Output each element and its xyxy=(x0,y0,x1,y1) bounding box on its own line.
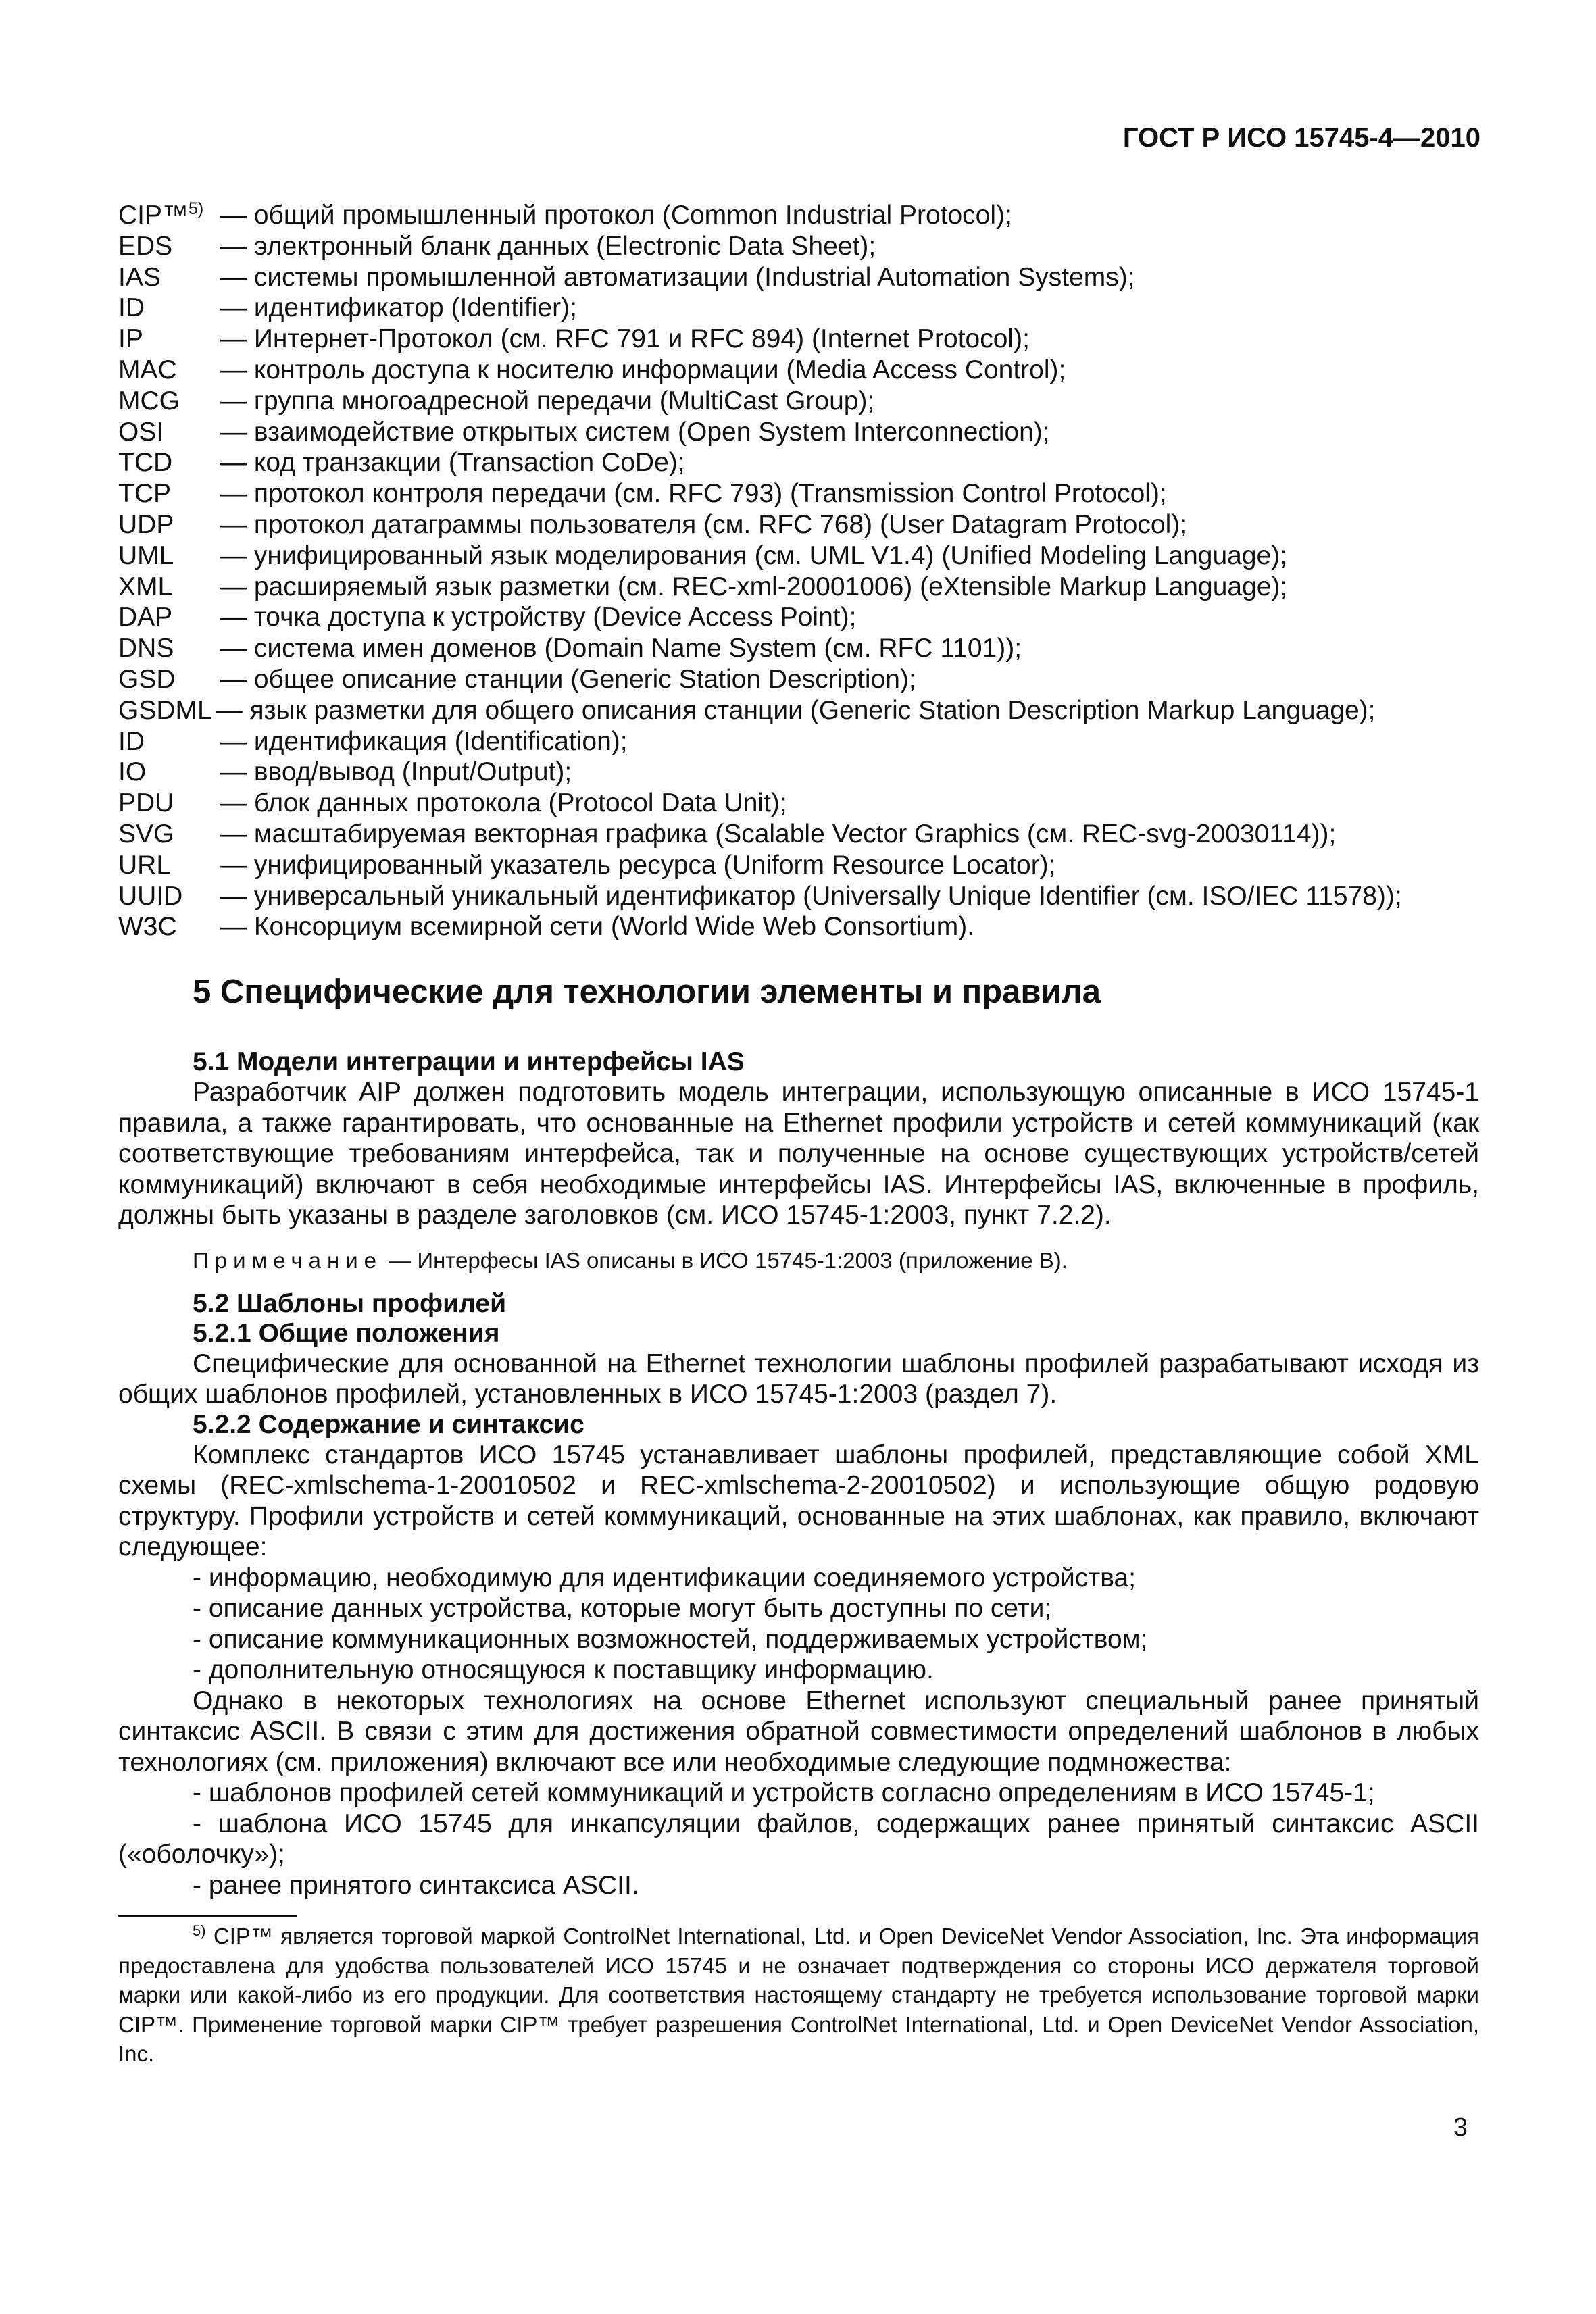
abbreviation-definition: — общий промышленный протокол (Common Industrial Protocol); xyxy=(220,201,1012,230)
section-5-2-2-heading: 5.2.2 Содержание и синтаксис xyxy=(193,1409,584,1439)
abbreviation-row xyxy=(118,386,1483,417)
footnote-divider xyxy=(118,1915,297,1917)
abbreviation-row xyxy=(118,509,1483,540)
footnote xyxy=(118,1921,1479,2069)
abbreviation-definition: — система имен доменов (Domain Name System (см. RFC 1101)); xyxy=(220,634,1022,663)
section-5-heading: 5 Специфические для технологии элементы и правила xyxy=(193,974,1101,1010)
abbreviation-term: TCP xyxy=(118,479,171,509)
footnote-ref: 5) xyxy=(189,199,204,218)
abbreviation-definition: — код транзакции (Transaction CoDe); xyxy=(220,448,685,478)
abbreviation-term: PDU xyxy=(118,788,174,818)
section-5-2-1-heading: 5.2.1 Общие положения xyxy=(193,1318,500,1348)
section-5-1-paragraph: Разработчик AIP должен подготовить модель интеграции, использующую описанные в ИСО 15745-1 правила, а также гарантировать, что основанные на Ethernet профили устройств и сетей коммуникаций (как соответствующие требованиям интерфейса, так и полученные на основе существующих устройств/сетей коммуникаций) включают в себя необходимые интерфейсы IAS. Интерфейсы IAS, включенные в профиль, должны быть указаны в разделе заголовков (см. ИСО 15745-1:2003, пункт 7.2.2). xyxy=(118,1078,1479,1230)
page-number: 3 xyxy=(1453,2113,1468,2142)
abbreviation-row xyxy=(118,262,1483,293)
abbreviation-term: TCD xyxy=(118,448,173,478)
abbreviation-row xyxy=(118,695,1483,726)
abbreviation-definition: — унифицированный указатель ресурса (Uniform Resource Locator); xyxy=(220,850,1056,880)
footnote-marker: 5) xyxy=(193,1922,206,1939)
abbreviation-term: ID xyxy=(118,293,145,323)
abbreviation-term: W3C xyxy=(118,912,177,942)
abbreviation-row xyxy=(118,355,1483,386)
abbreviation-definition: — универсальный уникальный идентификатор (Universally Unique Identifier (см. ISO/IEC 11578)); xyxy=(220,881,1402,911)
abbreviation-row xyxy=(118,602,1483,633)
abbreviation-term: UUID xyxy=(118,881,183,911)
abbreviation-definition: — расширяемый язык разметки (см. REC-xml-20001006) (eXtensible Markup Language); xyxy=(220,572,1288,601)
abbreviation-term: IP xyxy=(118,324,143,354)
list-item: - шаблона ИСО 15745 для инкапсуляции файлов, содержащих ранее принятый синтаксис ASCII («оболочку»); xyxy=(118,1809,1479,1869)
abbreviation-term: SVG xyxy=(118,819,174,849)
abbreviation-row xyxy=(118,881,1483,912)
abbreviation-row xyxy=(118,788,1483,819)
abbreviation-term: GSD xyxy=(118,664,176,694)
abbreviation-term: MCG xyxy=(118,386,180,416)
section-5-2-heading: 5.2 Шаблоны профилей xyxy=(193,1288,507,1318)
abbreviation-definition: — взаимодействие открытых систем (Open System Interconnection); xyxy=(220,417,1050,447)
abbreviation-row xyxy=(118,293,1483,324)
abbreviation-definition: — идентификатор (Identifier); xyxy=(220,293,577,323)
abbreviation-row xyxy=(118,231,1483,262)
abbreviation-definition: — масштабируемая векторная графика (Scalable Vector Graphics (см. REC-svg-20030114)); xyxy=(220,819,1337,849)
abbreviation-term: URL xyxy=(118,850,172,880)
main-content xyxy=(118,972,1479,1901)
abbreviation-row xyxy=(118,664,1483,695)
abbreviation-definition: — язык разметки для общего описания станции (Generic Station Description Markup Language); xyxy=(216,695,1376,725)
list-item: - информацию, необходимую для идентификации соединяемого устройства; xyxy=(193,1563,1137,1592)
note-text: — Интерфесы IAS описаны в ИСО 15745-1:2003 (приложение B). xyxy=(382,1247,1068,1273)
abbreviation-definition: — унифицированный язык моделирования (см. UML V1.4) (Unified Modeling Language); xyxy=(220,540,1288,570)
abbreviation-row xyxy=(118,447,1483,478)
section-5-2-1-paragraph: Специфические для основанной на Ethernet технологии шаблоны профилей разрабатывают исходя из общих шаблонов профилей, установленных в ИСО 15745-1:2003 (раздел 7). xyxy=(118,1349,1479,1409)
abbreviation-row xyxy=(118,757,1483,788)
note xyxy=(118,1246,1479,1276)
list-item: - описание коммуникационных возможностей, поддерживаемых устройством; xyxy=(193,1624,1148,1654)
abbreviation-definition: — Консорциум всемирной сети (World Wide Web Consortium). xyxy=(220,912,975,942)
note-label: Примечание xyxy=(193,1247,383,1273)
abbreviation-term: DAP xyxy=(118,603,173,632)
abbreviation-definition: — идентификация (Identification); xyxy=(220,726,628,756)
list-item: - шаблонов профилей сетей коммуникаций и устройств согласно определениям в ИСО 15745-1; xyxy=(193,1778,1375,1807)
abbreviation-definition: — точка доступа к устройству (Device Access Point); xyxy=(220,603,857,632)
abbreviation-row xyxy=(118,633,1483,664)
abbreviation-term: ID xyxy=(118,726,145,756)
section-5-2-2-paragraph-2: Однако в некоторых технологиях на основе Ethernet используют специальный ранее принятый синтаксис ASCII. В связи с этим для достижения обратной совместимости определений шаблонов в любых технологиях (см. приложения) включают все или необходимые следующие подмножества: xyxy=(118,1686,1479,1777)
abbreviation-row xyxy=(118,911,1483,942)
abbreviation-definition: — электронный бланк данных (Electronic Data Sheet); xyxy=(220,231,876,261)
abbreviation-term: MAC xyxy=(118,355,177,384)
list-item: - ранее принятого синтаксиса ASCII. xyxy=(193,1870,639,1900)
abbreviation-term: XML xyxy=(118,572,173,601)
abbreviation-term: OSI xyxy=(118,417,164,447)
abbreviation-row xyxy=(118,572,1483,603)
standard-id-header: ГОСТ Р ИСО 15745-4—2010 xyxy=(1122,123,1480,153)
abbreviation-definition: — группа многоадресной передачи (MultiCast Group); xyxy=(220,386,875,416)
abbreviation-term: IAS xyxy=(118,262,161,292)
abbreviation-term: UML xyxy=(118,540,174,570)
abbreviation-term: EDS xyxy=(118,231,173,261)
section-5-2-2-paragraph-1: Комплекс стандартов ИСО 15745 устанавливает шаблоны профилей, представляющие собой XML схемы (REC-xmlschema-1-20010502 и REC-xmlschema-2-20010502) и использующие общую родовую структуру. Профили устройств и сетей коммуникаций, основанные на этих шаблонах, как правило, включают следующее: xyxy=(118,1440,1479,1561)
abbreviation-term: GSDML xyxy=(118,695,212,725)
abbreviation-term: IO xyxy=(118,757,147,787)
abbreviation-definition: — протокол датаграммы пользователя (см. RFC 768) (User Datagram Protocol); xyxy=(220,509,1188,539)
footnote-text: CIP™ является торговой маркой ControlNet International, Ltd. и Open DeviceNet Vendor Association, Inc. Эта информация предоставлена для удобства пользователей ИСО 15745 и не означает подтверждения со стороны ИСО держателя торговой марки или какой-либо из его продукции. Для соответствия настоящему стандарту не требуется использование торговой марки CIP™. Применение торговой марки CIP™ требует разрешения ControlNet International, Ltd. и Open DeviceNet Vendor Association, Inc. xyxy=(118,1923,1479,2066)
abbreviation-definition: — Интернет-Протокол (см. RFC 791 и RFC 894) (Internet Protocol); xyxy=(220,324,1030,354)
abbreviation-term: UDP xyxy=(118,509,174,539)
abbreviation-term: CIP™$^{5)}$ xyxy=(118,199,204,230)
abbreviation-definition: — протокол контроля передачи (см. RFC 793) (Transmission Control Protocol); xyxy=(220,479,1167,509)
abbreviation-row xyxy=(118,324,1483,355)
abbreviation-definition: — контроль доступа к носителю информации (Media Access Control); xyxy=(220,355,1066,384)
abbreviation-definition: — общее описание станции (Generic Station Description); xyxy=(220,664,916,694)
abbreviation-row xyxy=(118,850,1483,881)
abbreviation-row xyxy=(118,726,1483,757)
abbreviation-definition: — блок данных протокола (Protocol Data Unit); xyxy=(220,788,787,818)
list-item: - дополнительную относящуюся к поставщику информацию. xyxy=(193,1655,934,1684)
abbreviation-list xyxy=(118,200,1483,942)
abbreviation-row xyxy=(118,819,1483,850)
abbreviation-row xyxy=(118,540,1483,572)
abbreviation-term: DNS xyxy=(118,634,174,663)
abbreviation-definition: — системы промышленной автоматизации (Industrial Automation Systems); xyxy=(220,262,1135,292)
abbreviation-definition: — ввод/вывод (Input/Output); xyxy=(220,757,572,787)
section-5-1-heading: 5.1 Модели интеграции и интерфейсы IAS xyxy=(193,1047,745,1076)
list-item: - описание данных устройства, которые могут быть доступны по сети; xyxy=(193,1594,1052,1623)
abbreviation-row xyxy=(118,417,1483,448)
abbreviation-row xyxy=(118,200,1483,231)
abbreviation-row xyxy=(118,478,1483,509)
